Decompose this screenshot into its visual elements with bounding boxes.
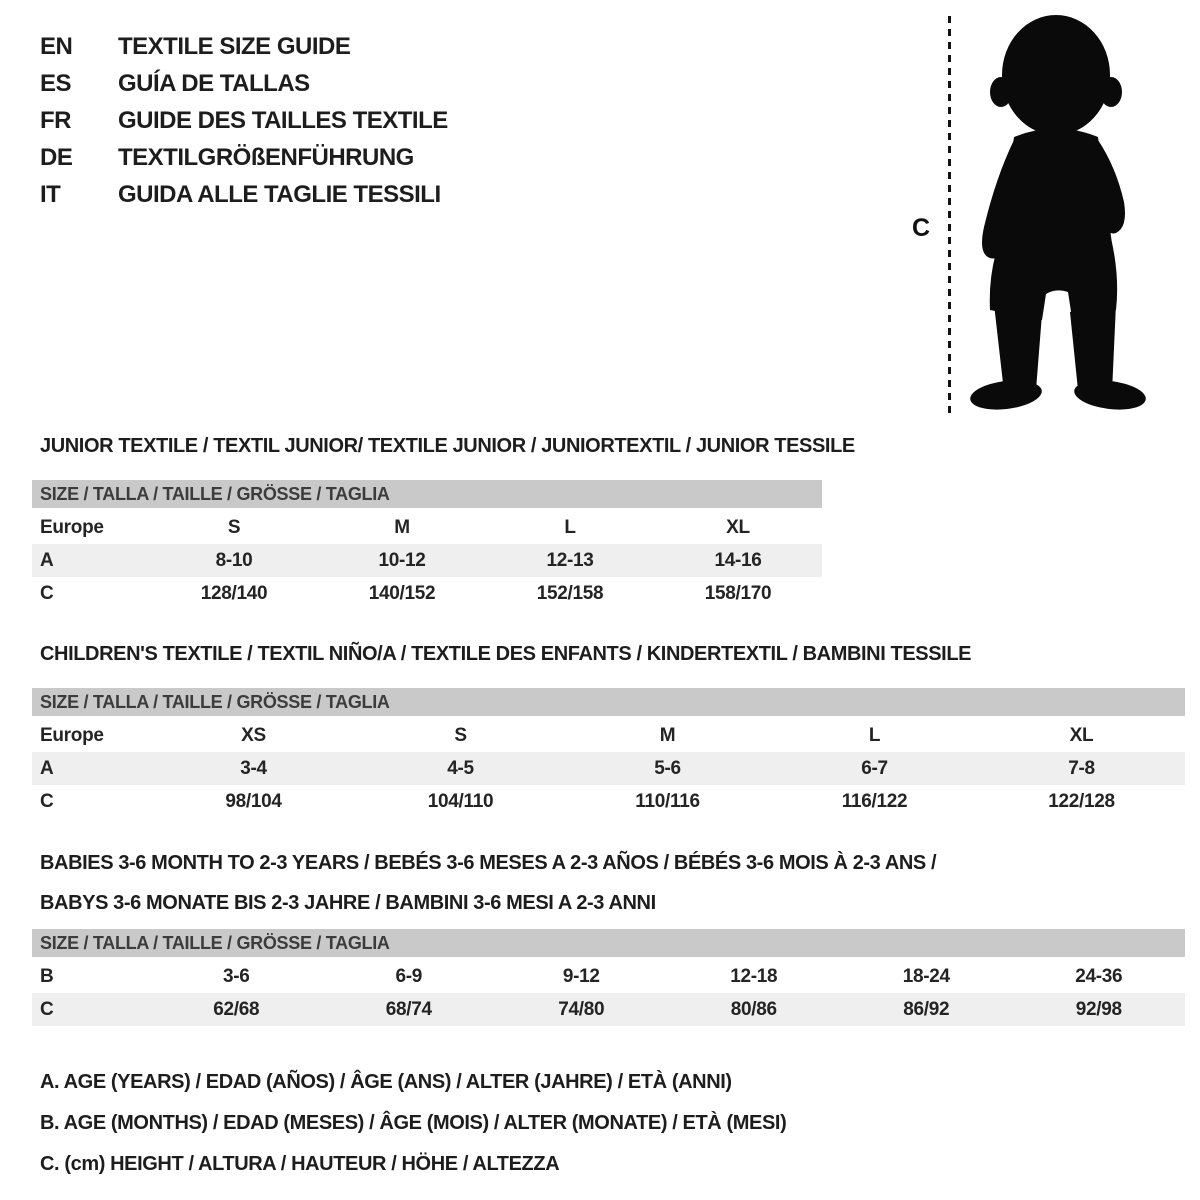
lang-code: EN [40, 32, 73, 60]
lang-code: ES [40, 69, 72, 97]
legend-line-a: A. AGE (YEARS) / EDAD (AÑOS) / ÂGE (ANS) / ALTER (JAHRE) / ETÀ (ANNI) [40, 1071, 732, 1093]
value-cell: 14-16 [714, 549, 762, 571]
lang-label: GUIDA ALLE TAGLIE TESSILI [118, 180, 441, 208]
row-label: Europe [40, 724, 104, 746]
measurement-legend [32, 1062, 786, 1185]
lang-code: DE [40, 143, 73, 171]
row-label: A [40, 549, 54, 571]
value-cell: 74/80 [558, 998, 605, 1020]
lang-label: TEXTILE SIZE GUIDE [118, 32, 351, 60]
table-row [32, 752, 1185, 785]
value-cell: 116/122 [841, 790, 908, 812]
section-title-line: BABIES 3-6 MONTH TO 2-3 YEARS / BEBÉS 3-6 MESES A 2-3 AÑOS / BÉBÉS 3-6 MOIS À 2-3 ANS / [40, 852, 937, 874]
size-header-bar: SIZE / TALLA / TAILLE / GRÖSSE / TAGLIA [32, 688, 1185, 716]
children-size-table [32, 719, 1185, 818]
value-cell: 3-4 [240, 757, 267, 779]
row-label: C [40, 998, 54, 1020]
table-row [32, 544, 822, 577]
section-title-line: BABYS 3-6 MONATE BIS 2-3 JAHRE / BAMBINI 3-6 MESI A 2-3 ANNI [40, 892, 656, 914]
lang-row-de [40, 139, 448, 176]
size-cell: XS [241, 724, 266, 746]
value-cell: 104/110 [427, 790, 494, 812]
size-cell: XL [1069, 724, 1094, 746]
value-cell: 4-5 [447, 757, 474, 779]
section-babies-textile [32, 843, 1185, 1026]
height-dashed-line [948, 16, 951, 414]
lang-row-en [40, 28, 448, 65]
row-label: B [40, 965, 54, 987]
value-cell: 6-7 [861, 757, 888, 779]
value-cell: 18-24 [902, 965, 950, 987]
row-label: C [40, 790, 54, 812]
toddler-silhouette-icon [958, 12, 1148, 416]
size-cell: L [564, 516, 576, 538]
value-cell: 152/158 [536, 582, 604, 604]
value-cell: 3-6 [222, 965, 250, 987]
table-row [32, 993, 1185, 1026]
value-cell: 140/152 [368, 582, 436, 604]
value-cell: 62/68 [213, 998, 260, 1020]
value-cell: 7-8 [1068, 757, 1095, 779]
table-row [32, 785, 1185, 818]
lang-label: GUÍA DE TALLAS [118, 69, 310, 97]
value-cell: 12-13 [546, 549, 594, 571]
section-title [32, 843, 1185, 923]
lang-code: FR [40, 106, 71, 134]
lang-label: GUIDE DES TAILLES TEXTILE [118, 106, 448, 134]
value-cell: 92/98 [1075, 998, 1122, 1020]
size-cell: S [227, 516, 241, 538]
lang-row-es [40, 65, 448, 102]
table-row [32, 960, 1185, 993]
row-label: C [40, 582, 54, 604]
value-cell: 9-12 [562, 965, 600, 987]
value-cell: 122/128 [1048, 790, 1115, 812]
size-header-bar: SIZE / TALLA / TAILLE / GRÖSSE / TAGLIA [32, 480, 822, 508]
value-cell: 98/104 [225, 790, 282, 812]
row-label: A [40, 757, 54, 779]
size-header-bar: SIZE / TALLA / TAILLE / GRÖSSE / TAGLIA [32, 929, 1185, 957]
size-cell: M [394, 516, 410, 538]
babies-size-table [32, 960, 1185, 1026]
value-cell: 68/74 [385, 998, 432, 1020]
value-cell: 12-18 [730, 965, 778, 987]
lang-label: TEXTILGRÖßENFÜHRUNG [118, 143, 414, 171]
value-cell: 128/140 [200, 582, 268, 604]
lang-row-it [40, 176, 448, 213]
section-title: JUNIOR TEXTILE / TEXTIL JUNIOR/ TEXTILE JUNIOR / JUNIORTEXTIL / JUNIOR TESSILE [40, 435, 855, 457]
value-cell: 8-10 [215, 549, 253, 571]
size-cell: M [659, 724, 676, 746]
legend-line-c: C. (cm) HEIGHT / ALTURA / HAUTEUR / HÖHE / ALTEZZA [40, 1153, 560, 1175]
table-row [32, 511, 822, 544]
value-cell: 6-9 [395, 965, 423, 987]
size-cell: S [454, 724, 467, 746]
value-cell: 10-12 [378, 549, 426, 571]
value-cell: 110/116 [635, 790, 700, 812]
value-cell: 158/170 [704, 582, 772, 604]
size-cell: XL [726, 516, 750, 538]
lang-row-fr [40, 102, 448, 139]
size-cell: L [868, 724, 881, 746]
junior-size-table [32, 511, 822, 610]
table-row [32, 719, 1185, 752]
row-label: Europe [40, 516, 104, 538]
section-childrens-textile [32, 642, 1185, 818]
height-measure-label: C [912, 214, 931, 242]
table-row [32, 577, 822, 610]
value-cell: 86/92 [903, 998, 950, 1020]
value-cell: 80/86 [730, 998, 777, 1020]
value-cell: 24-36 [1075, 965, 1123, 987]
language-guide [40, 28, 448, 213]
lang-code: IT [40, 180, 61, 208]
legend-line-b: B. AGE (MONTHS) / EDAD (MESES) / ÂGE (MOIS) / ALTER (MONATE) / ETÀ (MESI) [40, 1112, 787, 1134]
value-cell: 5-6 [654, 757, 681, 779]
section-title: CHILDREN'S TEXTILE / TEXTIL NIÑO/A / TEXTILE DES ENFANTS / KINDERTEXTIL / BAMBINI TESSILE [40, 643, 972, 665]
section-junior-textile [32, 434, 855, 610]
